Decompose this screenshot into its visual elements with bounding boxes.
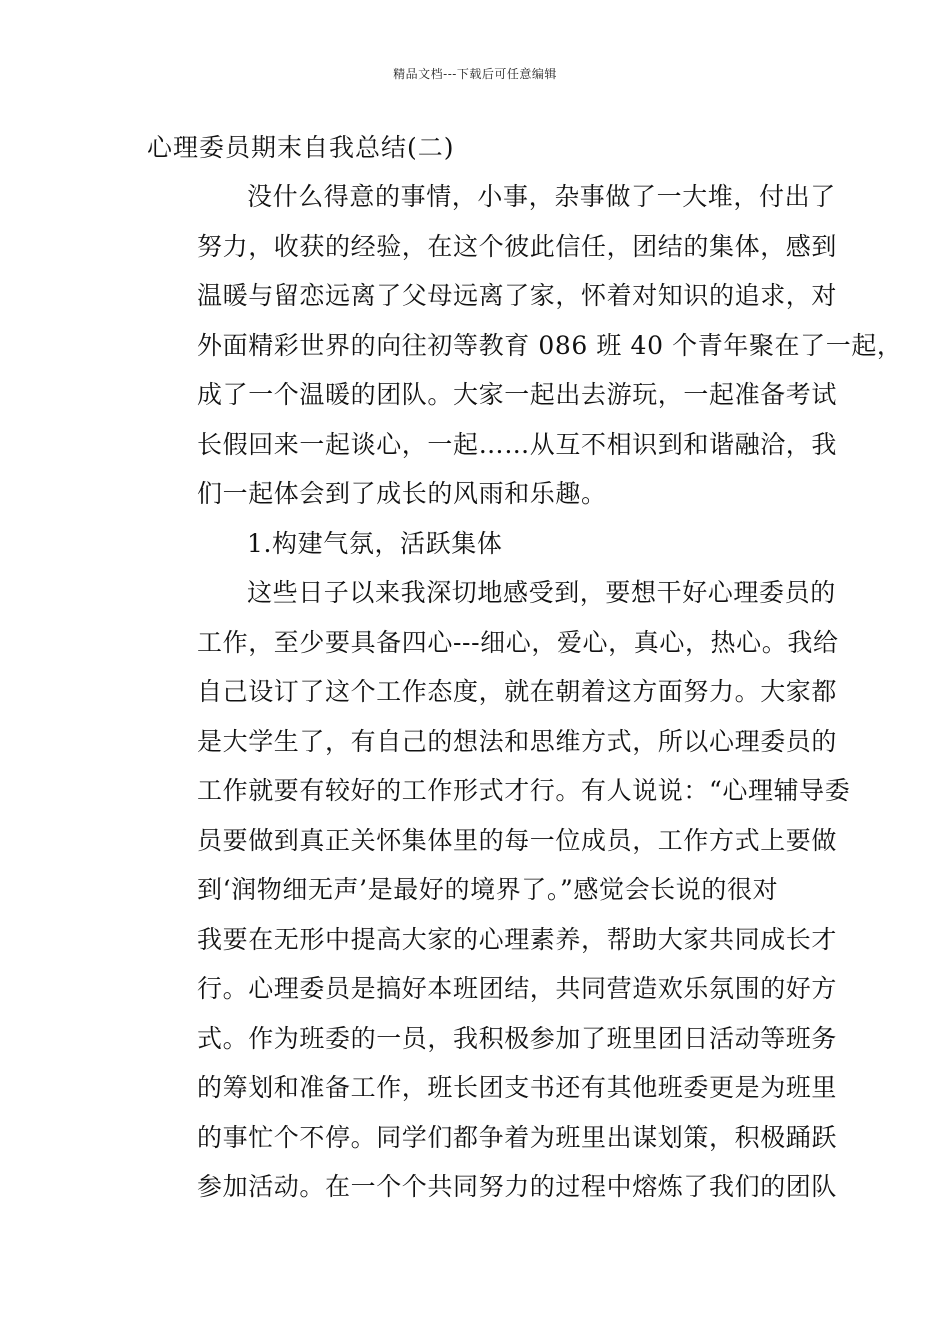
paragraph-line: 式。作为班委的一员，我积极参加了班里团日活动等班务 xyxy=(197,1023,838,1053)
paragraph-line: 外面精彩世界的向往初等教育 086 班 40 个青年聚在了一起， xyxy=(197,330,903,360)
section-heading-1 xyxy=(147,519,817,569)
paragraph-line: 行。心理委员是搞好本班团结，共同营造欢乐氛围的好方 xyxy=(197,974,838,1003)
paragraph-2 xyxy=(147,568,851,1212)
paragraph-line: 自己设订了这个工作态度，就在朝着这方面努力。大家都 xyxy=(197,677,838,706)
paragraph-line: 成了一个温暖的团队。大家一起出去游玩，一起准备考试 xyxy=(197,380,838,409)
document-body xyxy=(147,128,903,1212)
paragraph-line: 长假回来一起谈心，一起……从互不相识到和谐融洽，我 xyxy=(197,429,838,459)
paragraph-line: 我要在无形中提高大家的心理素养，帮助大家共同成长才 xyxy=(197,924,838,954)
paragraph-line: 没什么得意的事情，小事，杂事做了一大堆，付出了 xyxy=(247,182,836,211)
paragraph-line: 是大学生了，有自己的想法和思维方式，所以心理委员的 xyxy=(197,726,838,756)
paragraph-line: 工作就要有较好的工作形式才行。有人说说：“心理辅导委 xyxy=(197,776,851,805)
paragraph-line: 们一起体会到了成长的风雨和乐趣。 xyxy=(197,479,607,508)
document-title: 心理委员期末自我总结(二) xyxy=(147,133,455,162)
paragraph-line: 努力，收获的经验，在这个彼此信任，团结的集体，感到 xyxy=(197,231,838,261)
paragraph-line: 温暖与留恋远离了父母远离了家，怀着对知识的追求，对 xyxy=(197,281,838,310)
paragraph-line: 参加活动。在一个个共同努力的过程中熔炼了我们的团队 xyxy=(197,1172,838,1201)
paragraph-line: 的事忙个不停。同学们都争着为班里出谋划策，积极踊跃 xyxy=(197,1122,838,1152)
paragraph-line: 工作，至少要具备四心---细心，爱心，真心，热心。我给 xyxy=(197,627,839,657)
page-header: 精品文档---下载后可任意编辑 xyxy=(393,67,557,81)
section-heading-text: 1.构建气氛，活跃集体 xyxy=(247,528,503,558)
paragraph-line: 的筹划和准备工作，班长团支书还有其他班委更是为班里 xyxy=(197,1073,838,1102)
paragraph-line: 到‘润物细无声’是最好的境界了。”感觉会长说的很对 xyxy=(197,875,779,904)
paragraph-1 xyxy=(147,172,903,519)
paragraph-line: 员要做到真正关怀集体里的每一位成员，工作方式上要做 xyxy=(197,825,838,855)
paragraph-line: 这些日子以来我深切地感受到，要想干好心理委员的 xyxy=(247,578,836,607)
